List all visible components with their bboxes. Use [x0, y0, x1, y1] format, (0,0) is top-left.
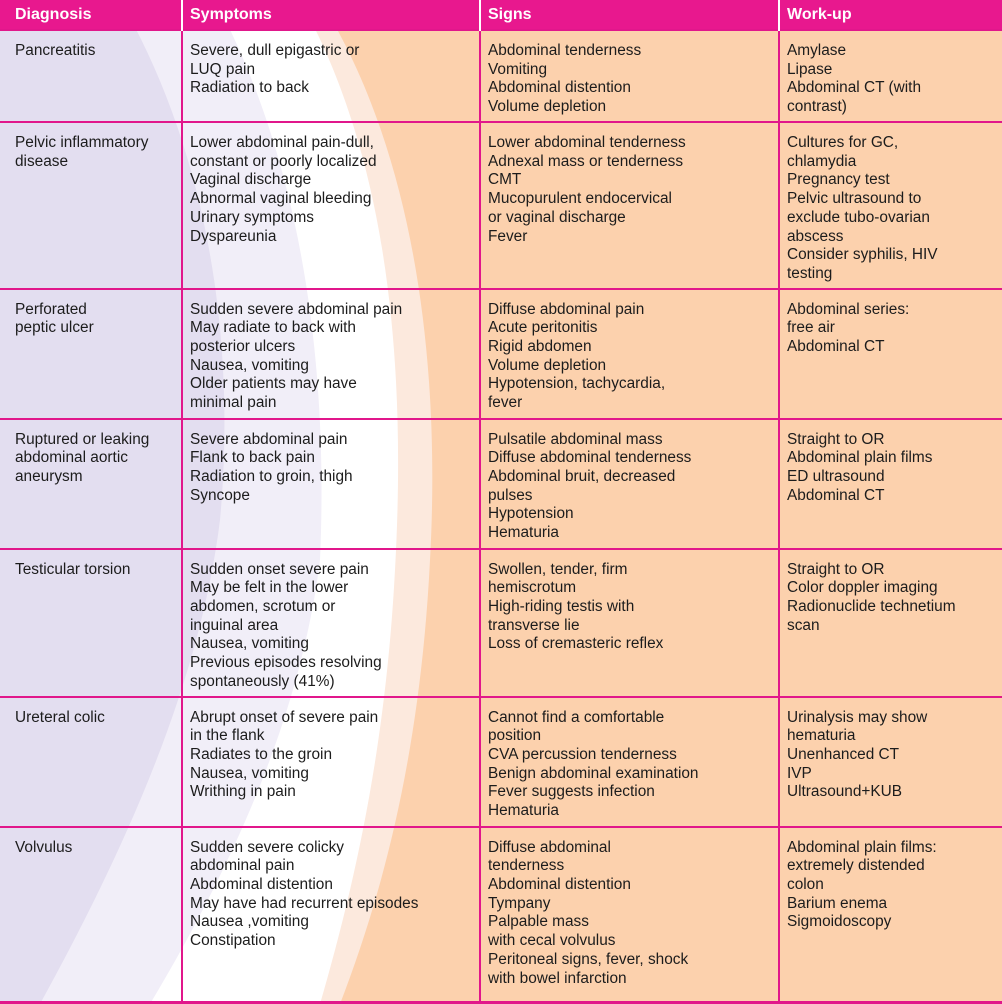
diagnosis-cell: Pancreatitis — [0, 30, 182, 122]
table-row — [0, 419, 1002, 549]
table-row — [0, 697, 1002, 827]
diagnosis-cell: Testicular torsion — [0, 549, 182, 697]
workup-cell: Straight to OR Abdominal plain films ED ultrasound Abdominal CT — [779, 419, 1002, 549]
table-row — [0, 289, 1002, 419]
workup-cell: Urinalysis may show hematuria Unenhanced CT IVP Ultrasound+KUB — [779, 697, 1002, 827]
diagnosis-cell: Perforated peptic ulcer — [0, 289, 182, 419]
signs-cell: Abdominal tenderness Vomiting Abdominal distention Volume depletion — [480, 30, 779, 122]
symptoms-cell: Sudden severe colicky abdominal pain Abdominal distention May have had recurrent episodes Nausea ,vomiting Constipation — [182, 827, 480, 1003]
signs-cell: Pulsatile abdominal mass Diffuse abdominal tenderness Abdominal bruit, decreased pulses Hypotension Hematuria — [480, 419, 779, 549]
signs-cell: Swollen, tender, firm hemiscrotum High-riding testis with transverse lie Loss of cremasteric reflex — [480, 549, 779, 697]
workup-cell: Abdominal plain films: extremely distended colon Barium enema Sigmoidoscopy — [779, 827, 1002, 1003]
table-row — [0, 30, 1002, 122]
symptoms-cell: Sudden severe abdominal pain May radiate to back with posterior ulcers Nausea, vomiting Older patients may have minimal pain — [182, 289, 480, 419]
workup-cell: Abdominal series: free air Abdominal CT — [779, 289, 1002, 419]
diagnosis-cell: Ruptured or leaking abdominal aortic aneurysm — [0, 419, 182, 549]
symptoms-cell: Severe abdominal pain Flank to back pain Radiation to groin, thigh Syncope — [182, 419, 480, 549]
signs-cell: Diffuse abdominal tenderness Abdominal distention Tympany Palpable mass with cecal volvulus Peritoneal signs, fever, shock with bowel infarction — [480, 827, 779, 1003]
signs-cell: Diffuse abdominal pain Acute peritonitis Rigid abdomen Volume depletion Hypotension, tachycardia, fever — [480, 289, 779, 419]
table-row — [0, 122, 1002, 289]
diagnosis-cell: Pelvic inflammatory disease — [0, 122, 182, 289]
table-row — [0, 549, 1002, 697]
header-symptoms: Symptoms — [182, 0, 480, 30]
table-header-row — [0, 0, 1002, 30]
workup-cell: Amylase Lipase Abdominal CT (with contrast) — [779, 30, 1002, 122]
signs-cell: Cannot find a comfortable position CVA percussion tenderness Benign abdominal examination Fever suggests infection Hematuria — [480, 697, 779, 827]
symptoms-cell: Severe, dull epigastric or LUQ pain Radiation to back — [182, 30, 480, 122]
table-row — [0, 827, 1002, 1003]
symptoms-cell: Lower abdominal pain-dull, constant or poorly localized Vaginal discharge Abnormal vaginal bleeding Urinary symptoms Dyspareunia — [182, 122, 480, 289]
diagnosis-cell: Volvulus — [0, 827, 182, 1003]
header-workup: Work-up — [779, 0, 1002, 30]
header-diagnosis: Diagnosis — [0, 0, 182, 30]
workup-cell: Straight to OR Color doppler imaging Radionuclide technetium scan — [779, 549, 1002, 697]
diagnosis-cell: Ureteral colic — [0, 697, 182, 827]
signs-cell: Lower abdominal tenderness Adnexal mass or tenderness CMT Mucopurulent endocervical or vaginal discharge Fever — [480, 122, 779, 289]
header-signs: Signs — [480, 0, 779, 30]
workup-cell: Cultures for GC, chlamydia Pregnancy test Pelvic ultrasound to exclude tubo-ovarian abscess Consider syphilis, HIV testing — [779, 122, 1002, 289]
symptoms-cell: Abrupt onset of severe pain in the flank Radiates to the groin Nausea, vomiting Writhing in pain — [182, 697, 480, 827]
symptoms-cell: Sudden onset severe pain May be felt in the lower abdomen, scrotum or inguinal area Nausea, vomiting Previous episodes resolving spontaneously (41%) — [182, 549, 480, 697]
